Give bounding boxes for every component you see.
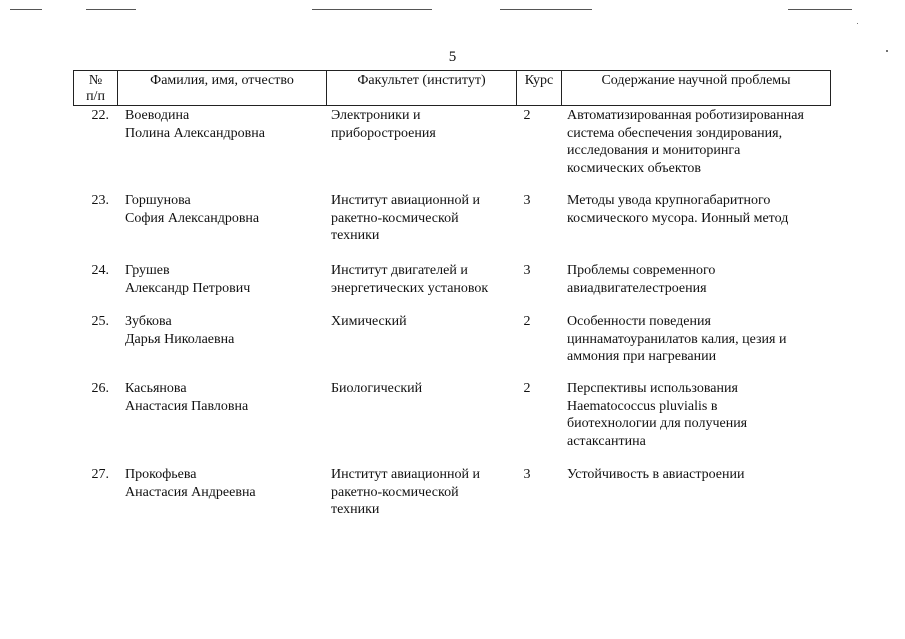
research-topic: Автоматизированная роботизированная система обеспечения зондирования, исследования и мониторинга космических объектов	[567, 108, 804, 176]
faculty: Институт авиационной и ракетно-космической техники	[331, 193, 480, 243]
scan-artifact-line	[788, 9, 852, 10]
course: 2	[523, 314, 531, 329]
student-name: Прокофьева Анастасия Андреевна	[125, 467, 256, 500]
row-number: 26.	[91, 381, 109, 396]
header-name: Фамилия, имя, отчество	[118, 71, 327, 105]
course: 2	[523, 381, 531, 396]
research-topic: Устойчивость в авиастроении	[567, 467, 745, 482]
student-name: Касьянова Анастасия Павловна	[125, 381, 249, 414]
header-faculty: Факультет (институт)	[327, 71, 517, 105]
page-number: 5	[448, 49, 457, 65]
student-name: Грушев Александр Петрович	[125, 263, 251, 296]
research-topic: Методы увода крупногабаритного космического мусора. Ионный метод	[567, 193, 789, 226]
scan-artifact-line	[500, 9, 592, 10]
student-name: Горшунова София Александровна	[125, 193, 260, 226]
faculty: Биологический	[331, 381, 423, 396]
scan-artifact-line	[312, 9, 432, 10]
student-name: Воеводина Полина Александровна	[125, 108, 265, 141]
scan-speck	[857, 23, 858, 24]
research-topic: Перспективы использования Haematococcus pluvialis в биотехнологии для получения астаксантина	[567, 381, 748, 449]
row-number: 24.	[91, 263, 109, 278]
faculty: Институт двигателей и энергетических установок	[331, 263, 489, 296]
row-number: 25.	[91, 314, 109, 329]
row-number: 23.	[91, 193, 109, 208]
course: 3	[523, 467, 531, 482]
course: 2	[523, 108, 531, 123]
faculty: Химический	[331, 314, 407, 329]
faculty: Институт авиационной и ракетно-космической техники	[331, 467, 480, 517]
header-num: № п/п	[74, 71, 118, 105]
table-header	[73, 70, 831, 106]
student-name: Зубкова Дарья Николаевна	[125, 314, 235, 347]
header-topic: Содержание научной проблемы	[601, 73, 791, 88]
header-course: Курс	[517, 71, 562, 105]
row-number: 22.	[91, 108, 109, 123]
course: 3	[523, 193, 531, 208]
row-number: 27.	[91, 467, 109, 482]
scan-artifact-line	[10, 9, 42, 10]
research-topic: Особенности поведения циннаматоуранилатов калия, цезия и аммония при нагревании	[567, 314, 787, 364]
scan-artifact-line	[86, 9, 136, 10]
faculty: Электроники и приборостроения	[331, 108, 436, 141]
research-topic: Проблемы современного авиадвигателестроения	[567, 263, 716, 296]
course: 3	[523, 263, 531, 278]
